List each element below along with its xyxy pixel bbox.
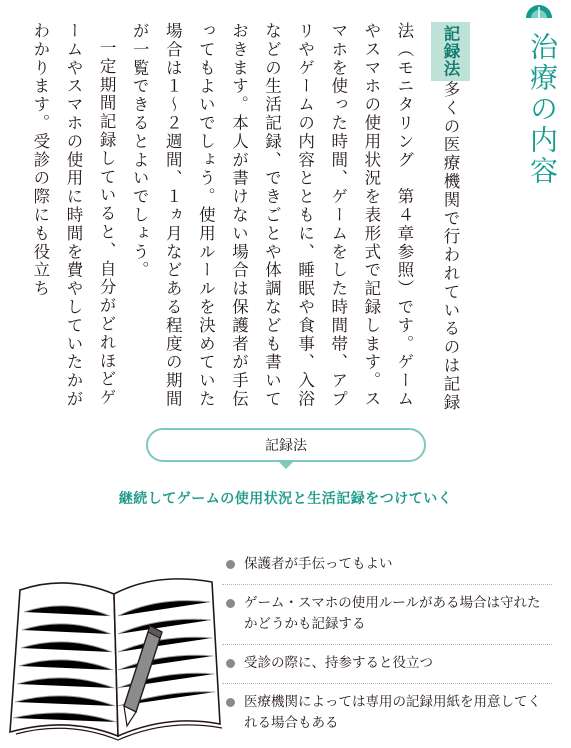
bullet-icon <box>226 659 235 668</box>
notebook-illustration <box>6 560 226 744</box>
heading-badge: 記録法 <box>431 22 470 81</box>
bullet-icon <box>226 698 235 707</box>
list-item-text: 受診の際に、持参すると役立つ <box>244 655 433 671</box>
figure-subtitle: 継続してゲームの使用状況と生活記録をつけていく <box>118 491 453 507</box>
section-title: 治療の内容 <box>526 32 559 187</box>
list-item <box>222 585 552 645</box>
body-text <box>0 22 470 412</box>
paragraph-2: 一定期間記録していると、自分がどれほどゲームやスマホの使用に時間を費やしていたかがわかります。受診の際にも役立ち <box>30 22 117 409</box>
figure-title-pointer <box>278 461 294 469</box>
paragraph-1: 多くの医療機関で行われているのは記録法（モニタリング 第４章参照）です。ゲームやスマホの使用状況を表形式で記録します。スマホを使った時間、ゲームをした時間帯、アプリやゲームの内容とともに、睡眠や食事、入浴などの生活記録、できごとや体調なども書いておきます。本人が書けない場合は保護者が手伝ってもよいでしょう。使用ルールを決めていた場合は１～２週間、１ヵ月などある程度の期間が一覧できるとよいでしょう。 <box>130 22 460 412</box>
figure-title: 記録法 <box>146 428 426 462</box>
list-item-text: ゲーム・スマホの使用ルールがある場合は守れたかどうかも記録する <box>244 595 541 632</box>
key-points-list <box>222 546 552 743</box>
list-item-text: 保護者が手伝ってもよい <box>244 556 393 572</box>
section-header <box>518 4 566 187</box>
leaf-icon <box>524 4 554 34</box>
bullet-icon <box>226 560 235 569</box>
bullet-icon <box>226 599 235 608</box>
list-item <box>222 546 552 585</box>
list-item-text: 医療機関によっては専用の記録用紙を用意してくれる場合もある <box>244 694 541 731</box>
list-item <box>222 645 552 684</box>
list-item <box>222 684 552 743</box>
